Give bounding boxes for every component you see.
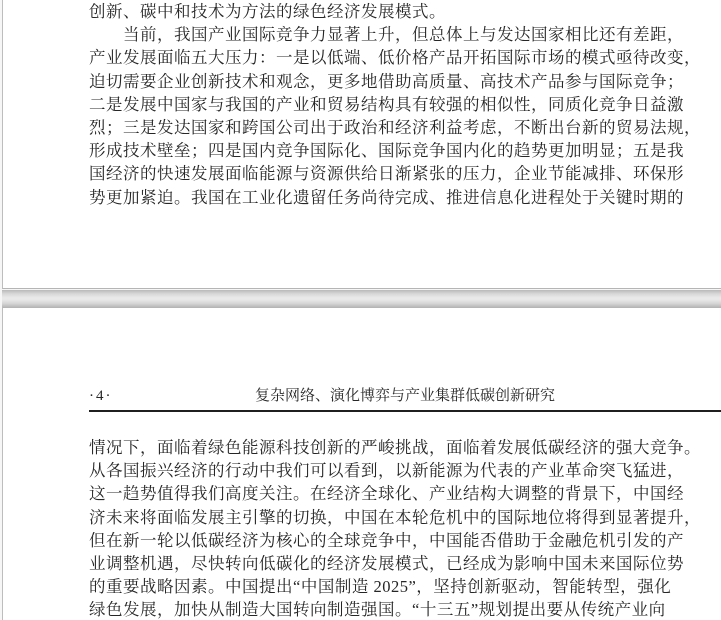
running-title: 复杂网络、演化博弈与产业集群低碳创新研究 — [254, 388, 555, 404]
page-gap — [2, 290, 721, 307]
text-line: 当前，我国产业国际竞争力显著上升，但总体上与发达国家相比还有差距， — [123, 25, 684, 45]
text-line: 创新、碳中和技术为方法的绿色经济发展模式。 — [89, 2, 446, 21]
text-line: 绿色发展，加快从制造大国转向制造强国。“十三五”规划提出要从传统产业向 — [89, 600, 666, 620]
page-4 — [2, 307, 721, 620]
page-header — [89, 386, 721, 407]
text-line: 但在新一轮以低碳经济为核心的全球竞争中，中国能否借助于金融危机引发的产 — [89, 530, 684, 550]
text-line: 产业发展面临五大压力：一是以低端、低价格产品开拓国际市场的模式亟待改变， — [89, 48, 701, 68]
text-line: 情况下，面临着绿色能源科技创新的严峻挑战，面临着发展低碳经济的强大竞争。 — [89, 438, 701, 457]
text-line: 烈；三是发达国家和跨国公司出于政治和经济利益考虑，不断出台新的贸易法规， — [89, 117, 701, 137]
page-number: ·4· — [89, 388, 113, 404]
text-line: 济未来将面临发展主引擎的切换，中国在本轮危机中的国际地位将得到显著提升， — [89, 507, 701, 527]
text-line: 二是发展中国家与我国的产业和贸易结构具有较强的相似性，同质化竞争日益激 — [89, 94, 684, 114]
header-rule — [89, 410, 721, 412]
page-previous-body — [89, 0, 721, 209]
text-line: 业调整机遇，尽快转向低碳化的经济发展模式，已经成为影响中国未来国际位势 — [89, 553, 684, 573]
text-line: 迫切需要企业创新技术和观念，更多地借助高质量、高技术产品参与国际竞争； — [89, 71, 684, 91]
text-line: 势更加紧迫。我国在工业化遗留任务尚待完成、推进信息化进程处于关键时期的 — [89, 187, 684, 207]
text-line: 这一趋势值得我们高度关注。在经济全球化、产业结构大调整的背景下，中国经 — [89, 484, 684, 504]
page-4-body — [89, 436, 721, 620]
text-line: 形成技术壁垒；四是国内竞争国际化、国际竞争国内化的趋势更加明显；五是我 — [89, 141, 684, 161]
text-line: 的重要战略因素。中国提出“中国制造 2025”，坚持创新驱动，智能转型，强化 — [89, 577, 672, 597]
text-line: 从各国振兴经济的行动中我们可以看到，以新能源为代表的产业革命突飞猛进， — [89, 461, 684, 481]
text-line: 国经济的快速发展面临能源与资源供给日渐紧张的压力，企业节能减排、环保形 — [89, 164, 684, 184]
page-previous — [2, 0, 721, 289]
